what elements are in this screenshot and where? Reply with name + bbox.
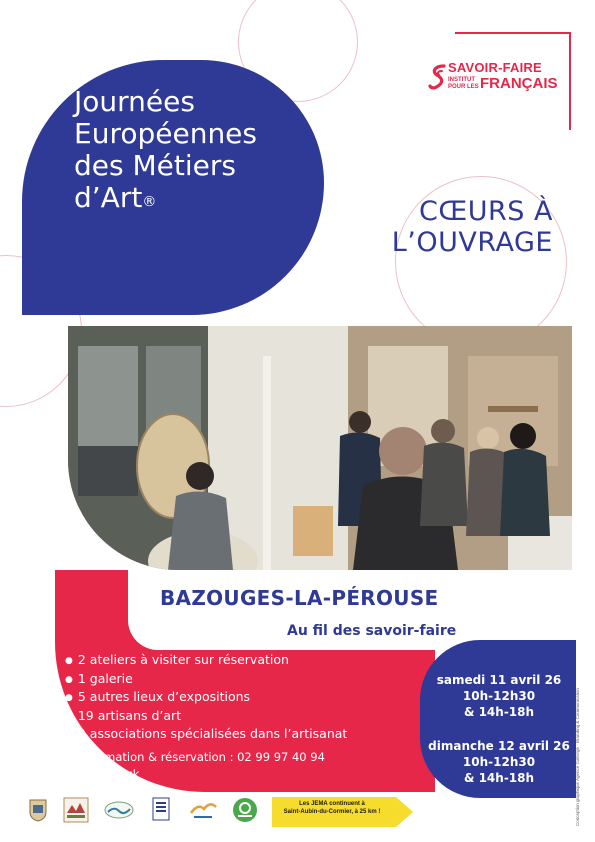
town-name: BAZOUGES-LA-PÉROUSE	[160, 586, 439, 610]
title-line-4-text: d’Art	[74, 181, 143, 214]
arrow-line-1: Les JEMA continuent à	[299, 801, 365, 807]
design-credit	[575, 606, 585, 826]
list-item: ● 19 artisans d’art	[65, 708, 347, 727]
info-food-truck: ● Food Truck	[65, 767, 325, 784]
savoir-faire-logo	[428, 58, 558, 106]
highlights-list	[65, 652, 347, 745]
title-line-1: Journées	[74, 85, 195, 118]
logo-savoir-faire-text: SAVOIR-FAIRE	[448, 60, 542, 75]
arrow-line-2: Saint-Aubin-du-Cormier, à 25 km !	[283, 809, 381, 815]
wave-logo-icon	[104, 795, 134, 825]
design-credit-text: Conception graphique Agence Gaborge · Branding & Communication	[575, 688, 580, 826]
day-2-date: dimanche 12 avril 26	[428, 739, 570, 753]
day-1-date: samedi 11 avril 26	[436, 673, 562, 687]
schedule-day-2	[420, 738, 578, 786]
day-1-afternoon: & 14h-18h	[463, 705, 535, 719]
info-reservation: ● Information & réservation : 02 99 97 40 94	[65, 750, 325, 767]
green-circle-logo-icon	[231, 795, 259, 825]
day-1-morning: 10h-12h30	[462, 689, 536, 703]
next-event-arrow	[272, 797, 413, 827]
partner-logos	[28, 795, 278, 829]
pottery-workshop-photo-icon	[68, 326, 572, 570]
info-list	[65, 750, 325, 784]
list-item: ● 2 associations spécialisées dans l’artisanat	[65, 726, 347, 745]
workshop-photo	[68, 326, 572, 570]
arrow-text	[272, 800, 392, 816]
theme-line-2: L’OUVRAGE	[391, 227, 553, 258]
list-item: ● 5 autres lieux d’expositions	[65, 689, 347, 708]
logo-francais-text: FRANÇAIS	[480, 75, 558, 92]
savoir-faire-mark-icon	[428, 62, 450, 96]
list-item: ● 2 ateliers à visiter sur réservation	[65, 652, 347, 671]
title-line-3: des Métiers	[74, 149, 236, 182]
event-subtitle: Au fil des savoir-faire	[287, 623, 457, 639]
title-line-2: Européennes	[74, 117, 257, 150]
tourism-bird-logo-icon	[188, 795, 218, 825]
list-item: ● 1 galerie	[65, 671, 347, 690]
day-2-afternoon: & 14h-18h	[463, 771, 535, 785]
event-title	[74, 86, 257, 214]
logo-institut-text: INSTITUT POUR LES	[448, 77, 479, 90]
theme-line-1: CŒURS À	[419, 196, 553, 227]
registered-mark: ®	[142, 194, 157, 210]
town-crest-icon	[28, 795, 48, 825]
schedule-day-1	[424, 672, 574, 720]
title-line-4	[74, 182, 257, 214]
couesnon-marches-logo-icon	[62, 795, 90, 825]
day-2-morning: 10h-12h30	[462, 755, 536, 769]
region-bretagne-logo-icon	[150, 795, 172, 825]
theme-title	[392, 196, 553, 258]
